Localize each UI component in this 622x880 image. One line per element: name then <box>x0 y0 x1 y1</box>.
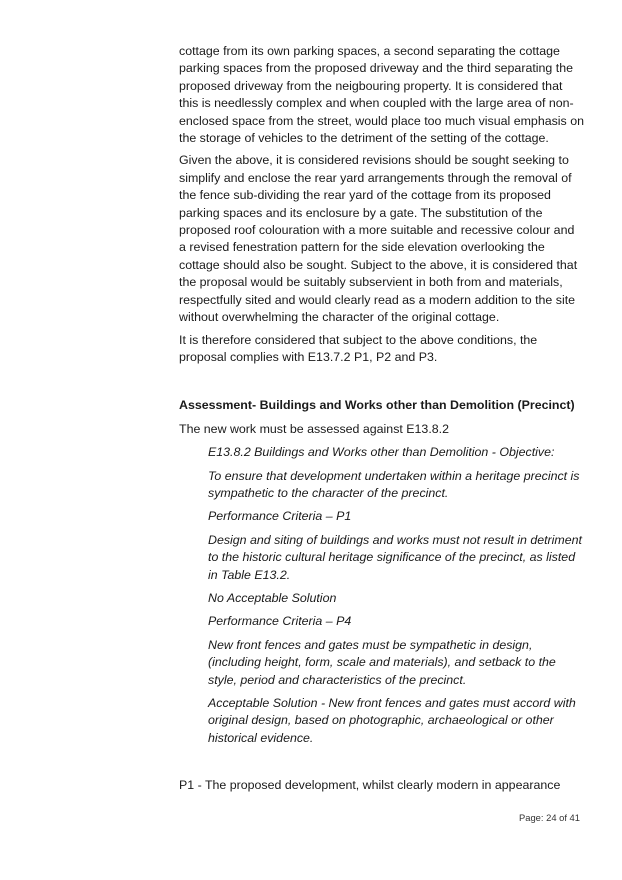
acceptable-solution-none: No Acceptable Solution <box>208 590 337 605</box>
section-heading: Assessment- Buildings and Works other than Demolition (Precinct) <box>179 398 575 413</box>
body-paragraph: cottage from its own parking spaces, a second separating the cottage parking spaces from the proposed driveway and the third separating the proposed driveway from the neigbouring property. It is considered that this is needlessly complex and when coupled with the large area of non-enclosed space from the street, would place too much visual emphasis on the storage of vehicles to the detriment of the setting of the cottage. <box>179 44 584 146</box>
body-paragraph: Given the above, it is considered revisions should be sought seeking to simplify and enclose the rear yard arrangements through the removal of the fence sub-dividing the rear yard of the cottage from its proposed parking spaces and its enclosure by a gate. The substitution of the proposed roof colouration with a more suitable and recessive colour and a revised fenestration pattern for the side elevation overlooking the cottage should also be sought. Subject to the above, it is considered that the proposal would be suitably subservient in both from and materials, respectfully sited and would clearly read as a modern addition to the site without overwhelming the character of the original cottage. <box>179 153 578 325</box>
performance-criteria-p1-text: Design and siting of buildings and works must not result in detriment to the historic cultural heritage significance of the precinct, as listed in Table E13.2. <box>208 532 582 582</box>
performance-criteria-p4-text: New front fences and gates must be sympathetic in design, (including height, form, scale and materials), and setback to the style, period and characteristics of the precinct. <box>208 637 556 687</box>
acceptable-solution-text: Acceptable Solution - New front fences and gates must accord with original design, based on photographic, archaeological or other historical evidence. <box>208 696 576 745</box>
page-number: Page: 24 of 41 <box>519 812 580 823</box>
p1-assessment-paragraph: P1 - The proposed development, whilst clearly modern in appearance <box>179 778 561 793</box>
performance-criteria-p1-title: Performance Criteria – P1 <box>208 509 352 524</box>
objective-title: E13.8.2 Buildings and Works other than Demolition - Objective: <box>208 445 555 460</box>
page-content <box>179 43 584 795</box>
performance-criteria-p4-title: Performance Criteria – P4 <box>208 614 352 629</box>
assessment-intro: The new work must be assessed against E13.8.2 <box>179 421 449 436</box>
body-paragraph: It is therefore considered that subject to the above conditions, the proposal complies with E13.7.2 P1, P2 and P3. <box>179 332 538 364</box>
objective-text: To ensure that development undertaken within a heritage precinct is sympathetic to the character of the precinct. <box>208 468 580 500</box>
